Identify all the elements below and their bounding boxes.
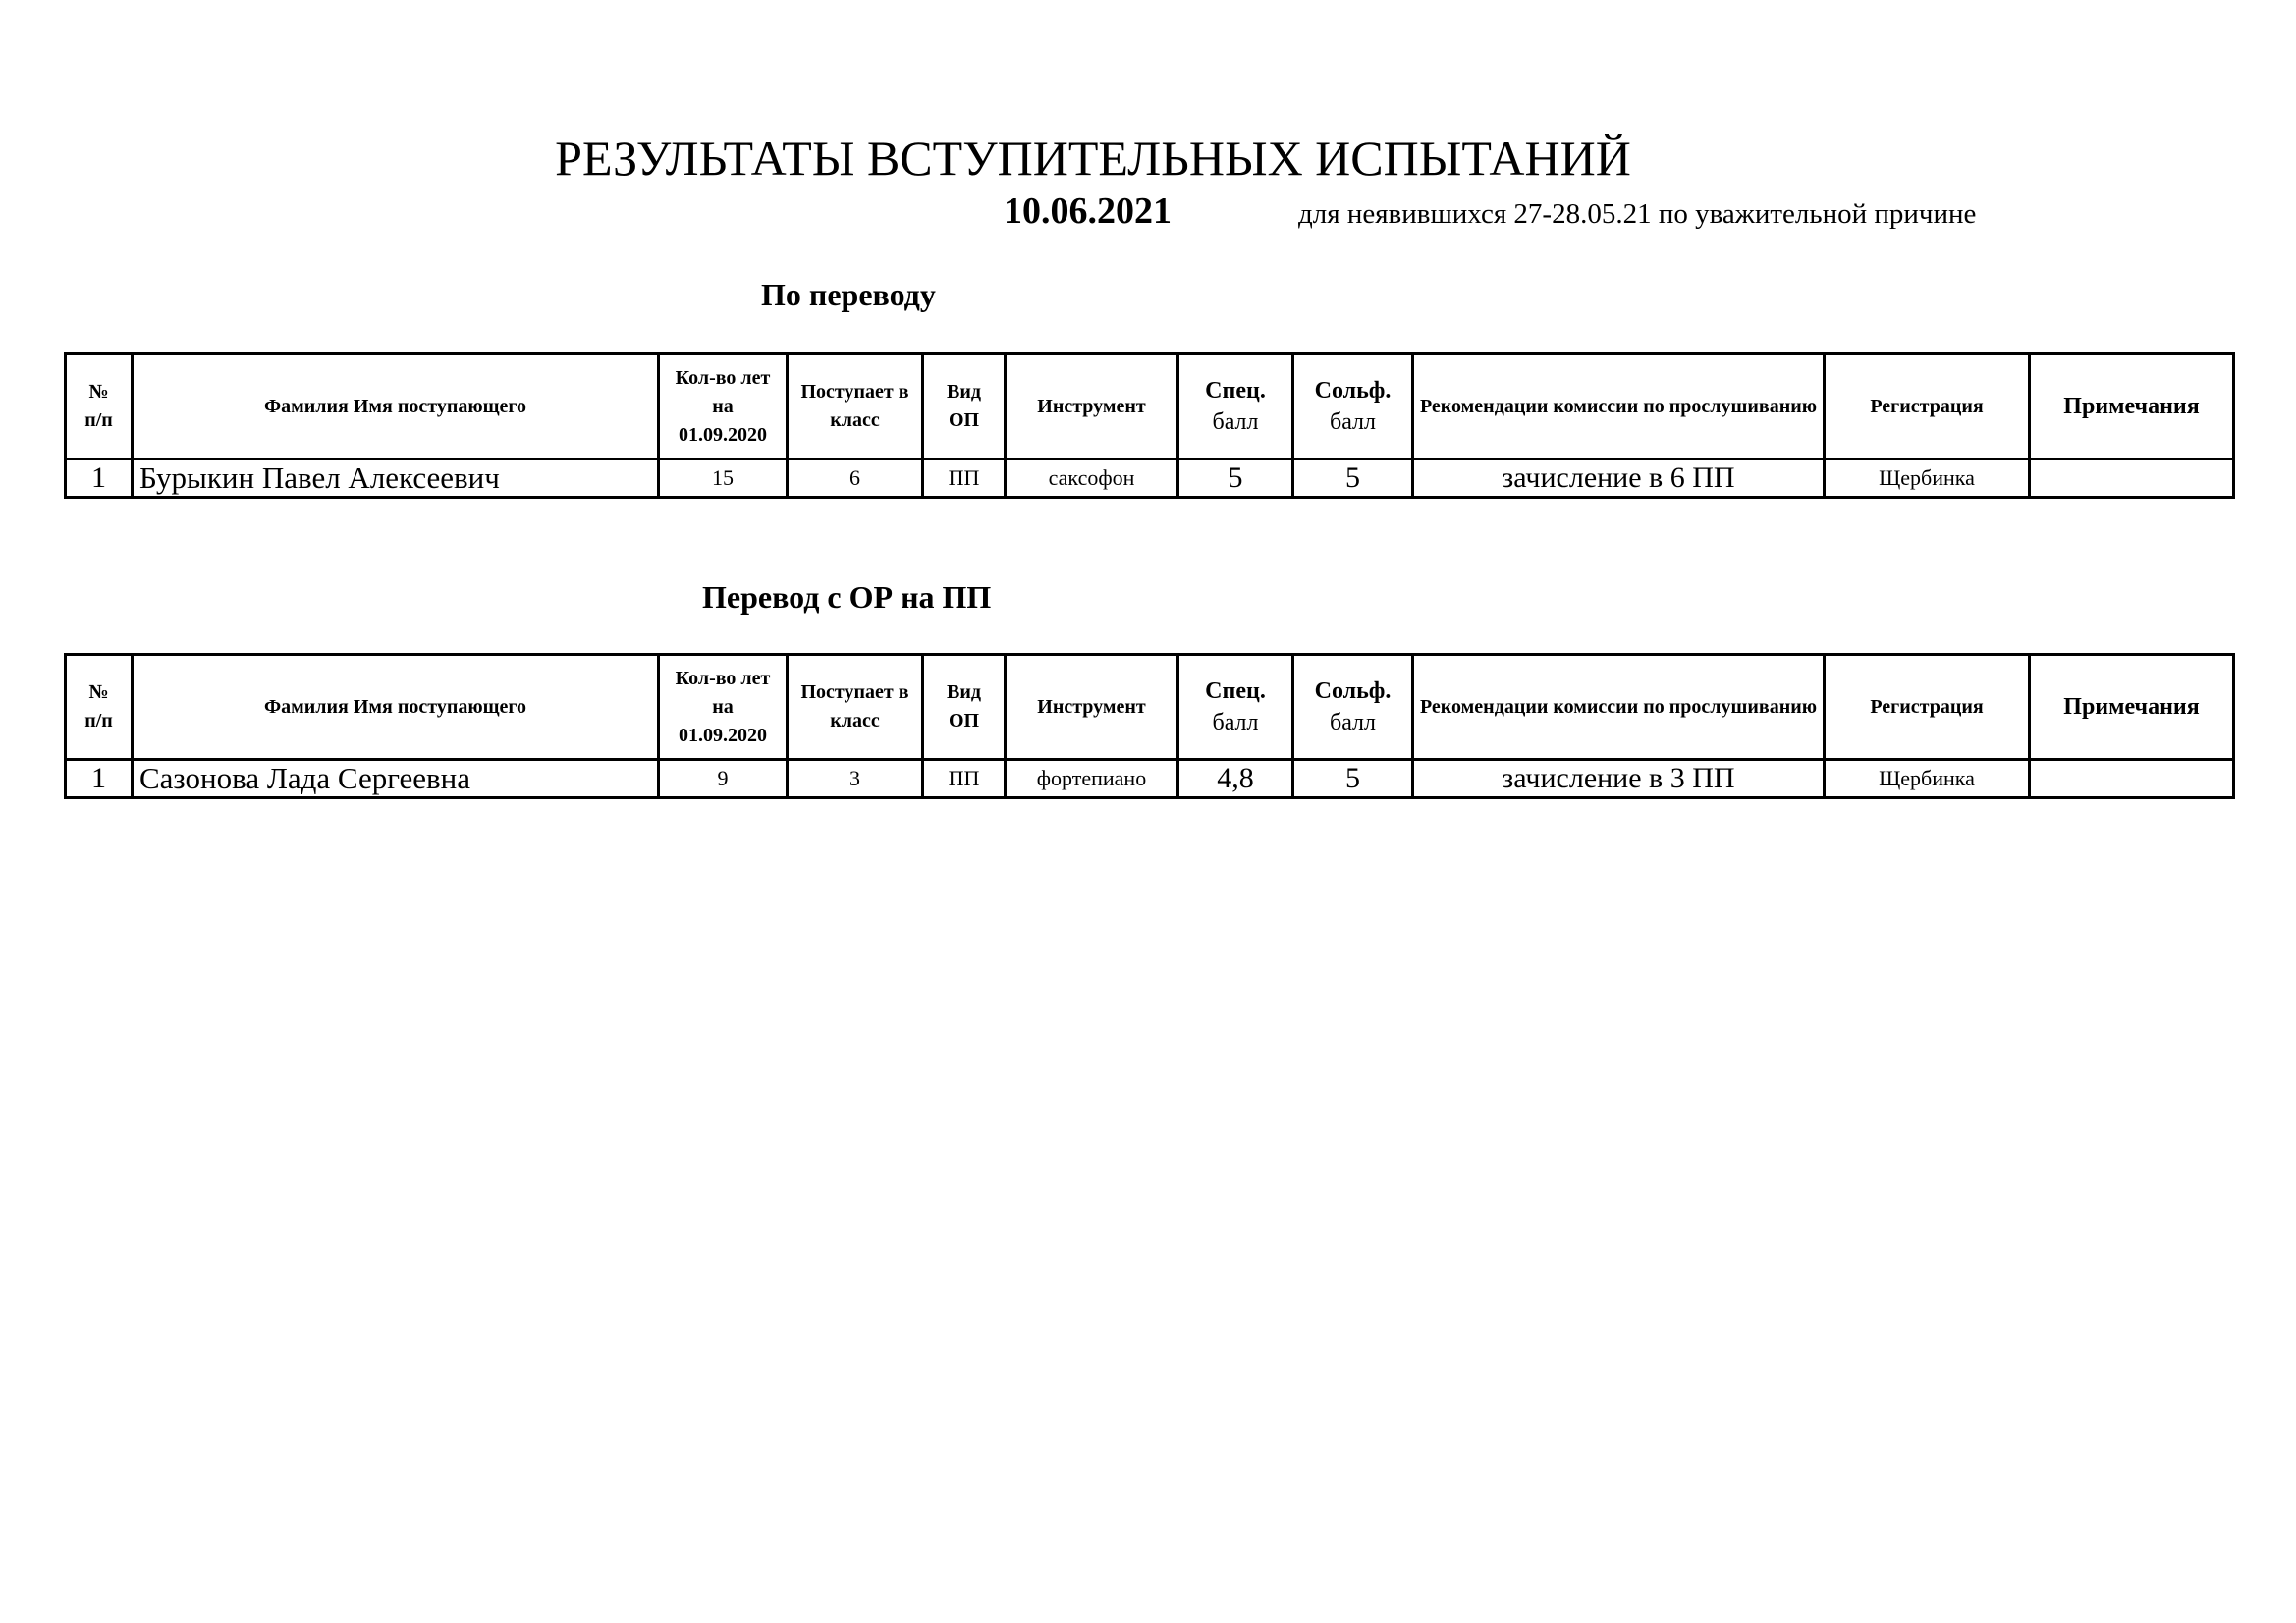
- cell-solf: 5: [1293, 460, 1413, 498]
- cell-instrument: саксофон: [1006, 460, 1178, 498]
- cell-num: 1: [66, 760, 133, 798]
- table-row: [66, 460, 2234, 498]
- col-header-recommendation: Рекомендации комиссии по прослушиванию: [1413, 354, 1825, 460]
- section-title: По переводу: [761, 277, 936, 312]
- cell-recommendation: зачисление в 3 ПП: [1413, 760, 1825, 798]
- cell-spec: 4,8: [1178, 760, 1293, 798]
- col-header-instrument: Инструмент: [1006, 354, 1178, 460]
- section-title: Перевод с ОР на ПП: [702, 579, 992, 615]
- col-header-years: Кол-во лет на 01.09.2020: [659, 354, 788, 460]
- col-header-name: Фамилия Имя поступающего: [133, 655, 659, 760]
- col-header-notes: Примечания: [2030, 655, 2234, 760]
- col-header-spec: Спец. балл: [1178, 655, 1293, 760]
- col-header-notes: Примечания: [2030, 354, 2234, 460]
- cell-op: ПП: [923, 460, 1006, 498]
- col-header-registration: Регистрация: [1825, 354, 2030, 460]
- cell-class: 6: [788, 460, 923, 498]
- table-header-row: [66, 354, 2234, 460]
- cell-class: 3: [788, 760, 923, 798]
- col-header-class: Поступает в класс: [788, 354, 923, 460]
- col-header-name: Фамилия Имя поступающего: [133, 354, 659, 460]
- col-header-op: Вид ОП: [923, 354, 1006, 460]
- table-header-row: [66, 655, 2234, 760]
- date-note: для неявившихся 27-28.05.21 по уважительной причине: [1298, 198, 1977, 230]
- col-header-recommendation: Рекомендации комиссии по прослушиванию: [1413, 655, 1825, 760]
- results-table: [64, 352, 2235, 499]
- col-header-num: № п/п: [66, 354, 133, 460]
- cell-spec: 5: [1178, 460, 1293, 498]
- col-header-solf: Сольф. балл: [1293, 354, 1413, 460]
- exam-date: 10.06.2021: [1004, 190, 1172, 232]
- col-header-spec: Спец. балл: [1178, 354, 1293, 460]
- cell-registration: Щербинка: [1825, 760, 2030, 798]
- col-header-years: Кол-во лет на 01.09.2020: [659, 655, 788, 760]
- cell-recommendation: зачисление в 6 ПП: [1413, 460, 1825, 498]
- cell-solf: 5: [1293, 760, 1413, 798]
- cell-years: 15: [659, 460, 788, 498]
- col-header-solf: Сольф. балл: [1293, 655, 1413, 760]
- cell-registration: Щербинка: [1825, 460, 2030, 498]
- cell-notes: [2030, 760, 2234, 798]
- col-header-op: Вид ОП: [923, 655, 1006, 760]
- cell-years: 9: [659, 760, 788, 798]
- col-header-instrument: Инструмент: [1006, 655, 1178, 760]
- cell-name: Сазонова Лада Сергеевна: [133, 760, 659, 798]
- col-header-class: Поступает в класс: [788, 655, 923, 760]
- results-table: [64, 653, 2235, 799]
- page-title: РЕЗУЛЬТАТЫ ВСТУПИТЕЛЬНЫХ ИСПЫТАНИЙ: [555, 131, 1631, 186]
- cell-num: 1: [66, 460, 133, 498]
- col-header-registration: Регистрация: [1825, 655, 2030, 760]
- cell-notes: [2030, 460, 2234, 498]
- cell-op: ПП: [923, 760, 1006, 798]
- cell-name: Бурыкин Павел Алексеевич: [133, 460, 659, 498]
- col-header-num: № п/п: [66, 655, 133, 760]
- cell-instrument: фортепиано: [1006, 760, 1178, 798]
- table-row: [66, 760, 2234, 798]
